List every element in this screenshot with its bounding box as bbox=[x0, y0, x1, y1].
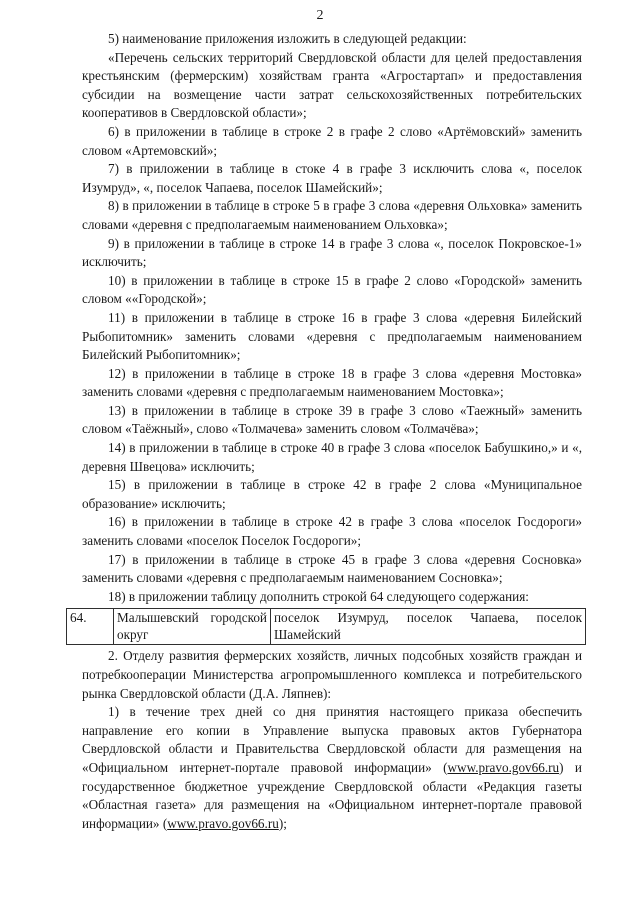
page-number: 2 bbox=[316, 8, 324, 23]
paragraph-item-5: 5) наименование приложения изложить в следующей редакции: bbox=[108, 31, 467, 46]
paragraph-item-16: 16) в приложении в таблице в строке 42 в графе 3 слова «поселок Госдороги» заменить словами «поселок Поселок Госдороги»; bbox=[82, 514, 582, 549]
inserted-table-row bbox=[66, 608, 586, 645]
paragraph-item-11: 11) в приложении в таблице в строке 16 в графе 3 слова «деревня Билейский Рыбопитомник» заменить словами «деревня с предполагаемым наименованием Билейский Рыбопитомник»; bbox=[82, 309, 582, 363]
paragraph-item-9: 9) в приложении в таблице в строке 14 в графе 3 слова «, поселок Покровское-1» исключить; bbox=[82, 235, 582, 270]
paragraph-item-12: 12) в приложении в таблице в строке 18 в графе 3 слова «деревня Мостовка» заменить словами «деревня с предполагаемым наименованием Мостовка»; bbox=[82, 365, 582, 400]
pravo-link-2[interactable]: www.pravo.gov66.ru bbox=[167, 815, 279, 831]
paragraph-section-2-item-1 bbox=[82, 703, 582, 833]
paragraph-item-8: 8) в приложении в таблице в строке 5 в графе 3 слова «деревня Ольховка» заменить словами «деревня с предполагаемым наименованием Ольховка»; bbox=[82, 198, 582, 232]
paragraph-section-2: 2. Отделу развития фермерских хозяйств, личных подсобных хозяйств граждан и потребкооперации Министерства агропромышленного комплекса и потребительского рынка Свердловской области (Д.А. Ляпнев): bbox=[82, 648, 582, 701]
paragraph-item-14: 14) в приложении в таблице в строке 40 в графе 3 слова «поселок Бабушкино,» и «, деревня Швецова» исключить; bbox=[82, 440, 582, 474]
paragraph-text-a: 1) в течение трех дней со дня принятия настоящего приказа обеспечить направление его копии в Управление выпуска правовых актов Губернатора Свердловской области и Правительства Свердловской области для размещения на «Официальном интернет-портале правовой информации» ( bbox=[82, 704, 582, 775]
paragraph-appendix-title: «Перечень сельских территорий Свердловской области для целей предоставления крестьянским (фермерским) хозяйствам гранта «Агростартап» и предоставления субсидии на возмещение части затрат сельскохозяйственных потребительских кооперативов в Свердловской области»; bbox=[82, 49, 582, 121]
paragraph-item-15: 15) в приложении в таблице в строке 42 в графе 2 слова «Муниципальное образование» исключить; bbox=[82, 477, 582, 511]
table-cell-number: 64. bbox=[67, 609, 114, 645]
document-body bbox=[70, 30, 582, 833]
table-cell-settlements: поселок Изумруд, поселок Чапаева, поселок Шамейский bbox=[271, 609, 586, 645]
paragraph-item-7: 7) в приложении в таблице в стоке 4 в графе 3 исключить слова «, поселок Изумруд», «, поселок Чапаева, поселок Шамейский»; bbox=[82, 161, 582, 195]
paragraph-item-18: 18) в приложении таблицу дополнить строкой 64 следующего содержания: bbox=[108, 588, 529, 604]
paragraph-item-6: 6) в приложении в таблице в строке 2 в графе 2 слово «Артёмовский» заменить словом «Артемовский»; bbox=[82, 123, 582, 158]
table-row bbox=[67, 609, 586, 645]
paragraph-item-17: 17) в приложении в таблице в строке 45 в графе 3 слова «деревня Сосновка» заменить словами «деревня с предполагаемым наименованием Сосновка»; bbox=[82, 551, 582, 586]
paragraph-text-b: ) и государственное бюджетное учреждение Свердловской области «Редакция газеты «Областная газета» для размещения на «Официальном интернет-портале правовой информации» ( bbox=[82, 759, 582, 831]
table-cell-municipality: Малышевский городской округ bbox=[114, 609, 271, 645]
paragraph-item-13: 13) в приложении в таблице в строке 39 в графе 3 слово «Таежный» заменить словом «Таёжный», слово «Толмачева» заменить словом «Толмачёва»; bbox=[82, 402, 582, 437]
paragraph-text-c: ); bbox=[278, 815, 287, 831]
paragraph-item-10: 10) в приложении в таблице в строке 15 в графе 2 слово «Городской» заменить словом ««Городской»; bbox=[82, 272, 582, 307]
pravo-link-1[interactable]: www.pravo.gov66.ru bbox=[447, 759, 560, 775]
